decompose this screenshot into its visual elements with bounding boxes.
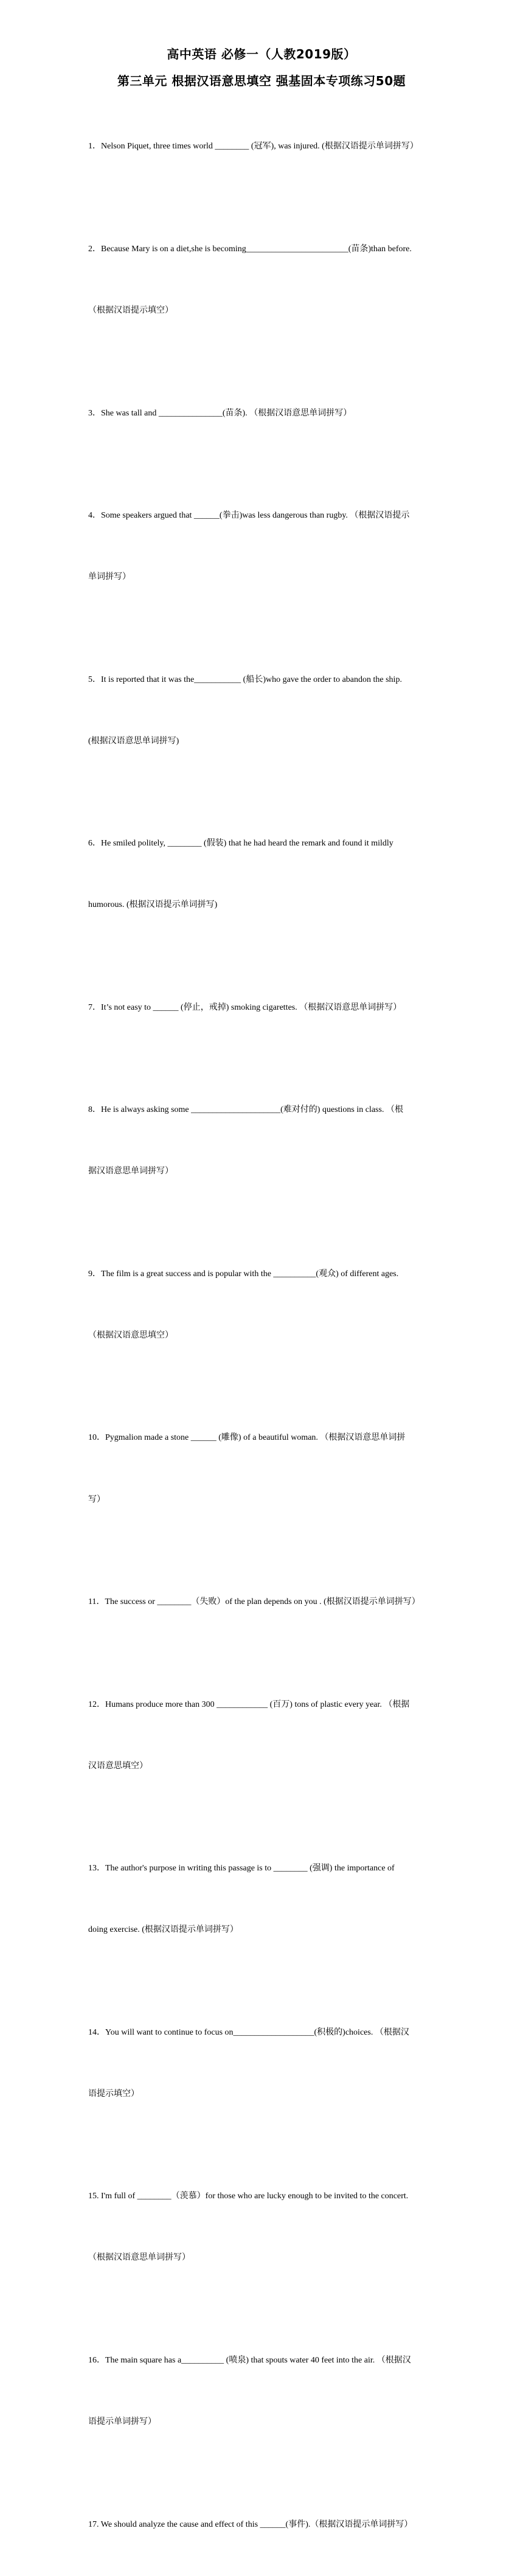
question-line: 据汉语意思单词拼写） bbox=[88, 1167, 173, 1176]
question-line: 12．Humans produce more than 300 ____________ (百万) tons of plastic every year. （根据 bbox=[88, 1699, 410, 1709]
question-line: 3．She was tall and _______________(苗条). （根据汉语意思单词拼写） bbox=[88, 408, 352, 418]
question-item bbox=[88, 1059, 441, 1223]
question-line: 语提示填空） bbox=[88, 2089, 139, 2099]
question-line: 17. We should analyze the cause and effect of this ______(事件).（根据汉语提示单词拼写） bbox=[88, 2519, 413, 2529]
question-line: 4．Some speakers argued that ______(拳击)was less dangerous than rugby. （根据汉语提示 bbox=[88, 511, 410, 520]
question-line: 8．He is always asking some _____________________(难对付的) questions in class. （根 bbox=[88, 1105, 403, 1115]
document-subtitle: 第三单元 根据汉语意思填空 强基固本专项练习50题 bbox=[117, 74, 406, 88]
question-line: 5．It is reported that it was the___________ (船长)who gave the order to abandon the ship. bbox=[88, 675, 402, 684]
question-item bbox=[88, 198, 441, 363]
question-line: （根据汉语意思单词拼写） bbox=[88, 2253, 190, 2263]
question-line: 10．Pygmalion made a stone ______ (雕像) of a beautiful woman. （根据汉语意思单词拼 bbox=[88, 1433, 406, 1443]
question-item bbox=[88, 1223, 441, 1387]
question-item bbox=[88, 956, 441, 1059]
question-item bbox=[88, 1981, 441, 2145]
question-line: 14．You will want to continue to focus on___________________(积极的)choices. （根据汉 bbox=[88, 2027, 409, 2037]
question-line: (根据汉语意思单词拼写) bbox=[88, 736, 179, 746]
question-line: 语提示单词拼写） bbox=[88, 2417, 156, 2427]
question-list bbox=[88, 95, 441, 2576]
question-line: doing exercise. (根据汉语提示单词拼写） bbox=[88, 1925, 238, 1935]
question-line: 9．The film is a great success and is popular with the __________(观众) of different ages. bbox=[88, 1269, 399, 1279]
question-line: （根据汉语提示填空） bbox=[88, 306, 173, 315]
question-item bbox=[88, 465, 441, 629]
question-line: 1．Nelson Piquet, three times world ________ (冠军), was injured. (根据汉语提示单词拼写） bbox=[88, 142, 418, 151]
question-line: 汉语意思填空） bbox=[88, 1761, 148, 1771]
question-line: 2．Because Mary is on a diet,she is becoming________________________(苗条)than before. bbox=[88, 244, 412, 254]
question-item bbox=[88, 2310, 441, 2474]
question-item bbox=[88, 2145, 441, 2310]
question-line: 15. I'm full of ________（羡慕）for those who are lucky enough to be invited to the concert. bbox=[88, 2192, 409, 2201]
question-item bbox=[88, 95, 441, 198]
question-line: 6．He smiled politely, ________ (假装) that he had heard the remark and found it mildly bbox=[88, 839, 393, 849]
question-item bbox=[88, 2473, 441, 2576]
question-item bbox=[88, 1387, 441, 1551]
question-item bbox=[88, 1653, 441, 1817]
question-line: 写） bbox=[88, 1495, 105, 1504]
question-item bbox=[88, 1817, 441, 1982]
question-item bbox=[88, 362, 441, 465]
question-line: 13．The author's purpose in writing this passage is to ________ (强调) the importance of bbox=[88, 1864, 395, 1873]
question-line: （根据汉语意思填空） bbox=[88, 1330, 173, 1340]
question-line: humorous. (根据汉语提示单词拼写) bbox=[88, 900, 218, 910]
question-item bbox=[88, 628, 441, 793]
question-item bbox=[88, 793, 441, 957]
question-line: 16．The main square has a__________ (喷泉) that spouts water 40 feet into the air. （根据汉 bbox=[88, 2355, 411, 2365]
document-title: 高中英语 必修一（人教2019版） bbox=[167, 47, 356, 61]
question-line: 7．It’s not easy to ______ (停止，戒掉) smoking cigarettes. （根据汉语意思单词拼写） bbox=[88, 1002, 402, 1012]
question-item bbox=[88, 1551, 441, 1654]
question-line: 单词拼写） bbox=[88, 572, 131, 582]
question-line: 11．The success or ________（失败）of the plan depends on you . (根据汉语提示单词拼写） bbox=[88, 1597, 420, 1607]
